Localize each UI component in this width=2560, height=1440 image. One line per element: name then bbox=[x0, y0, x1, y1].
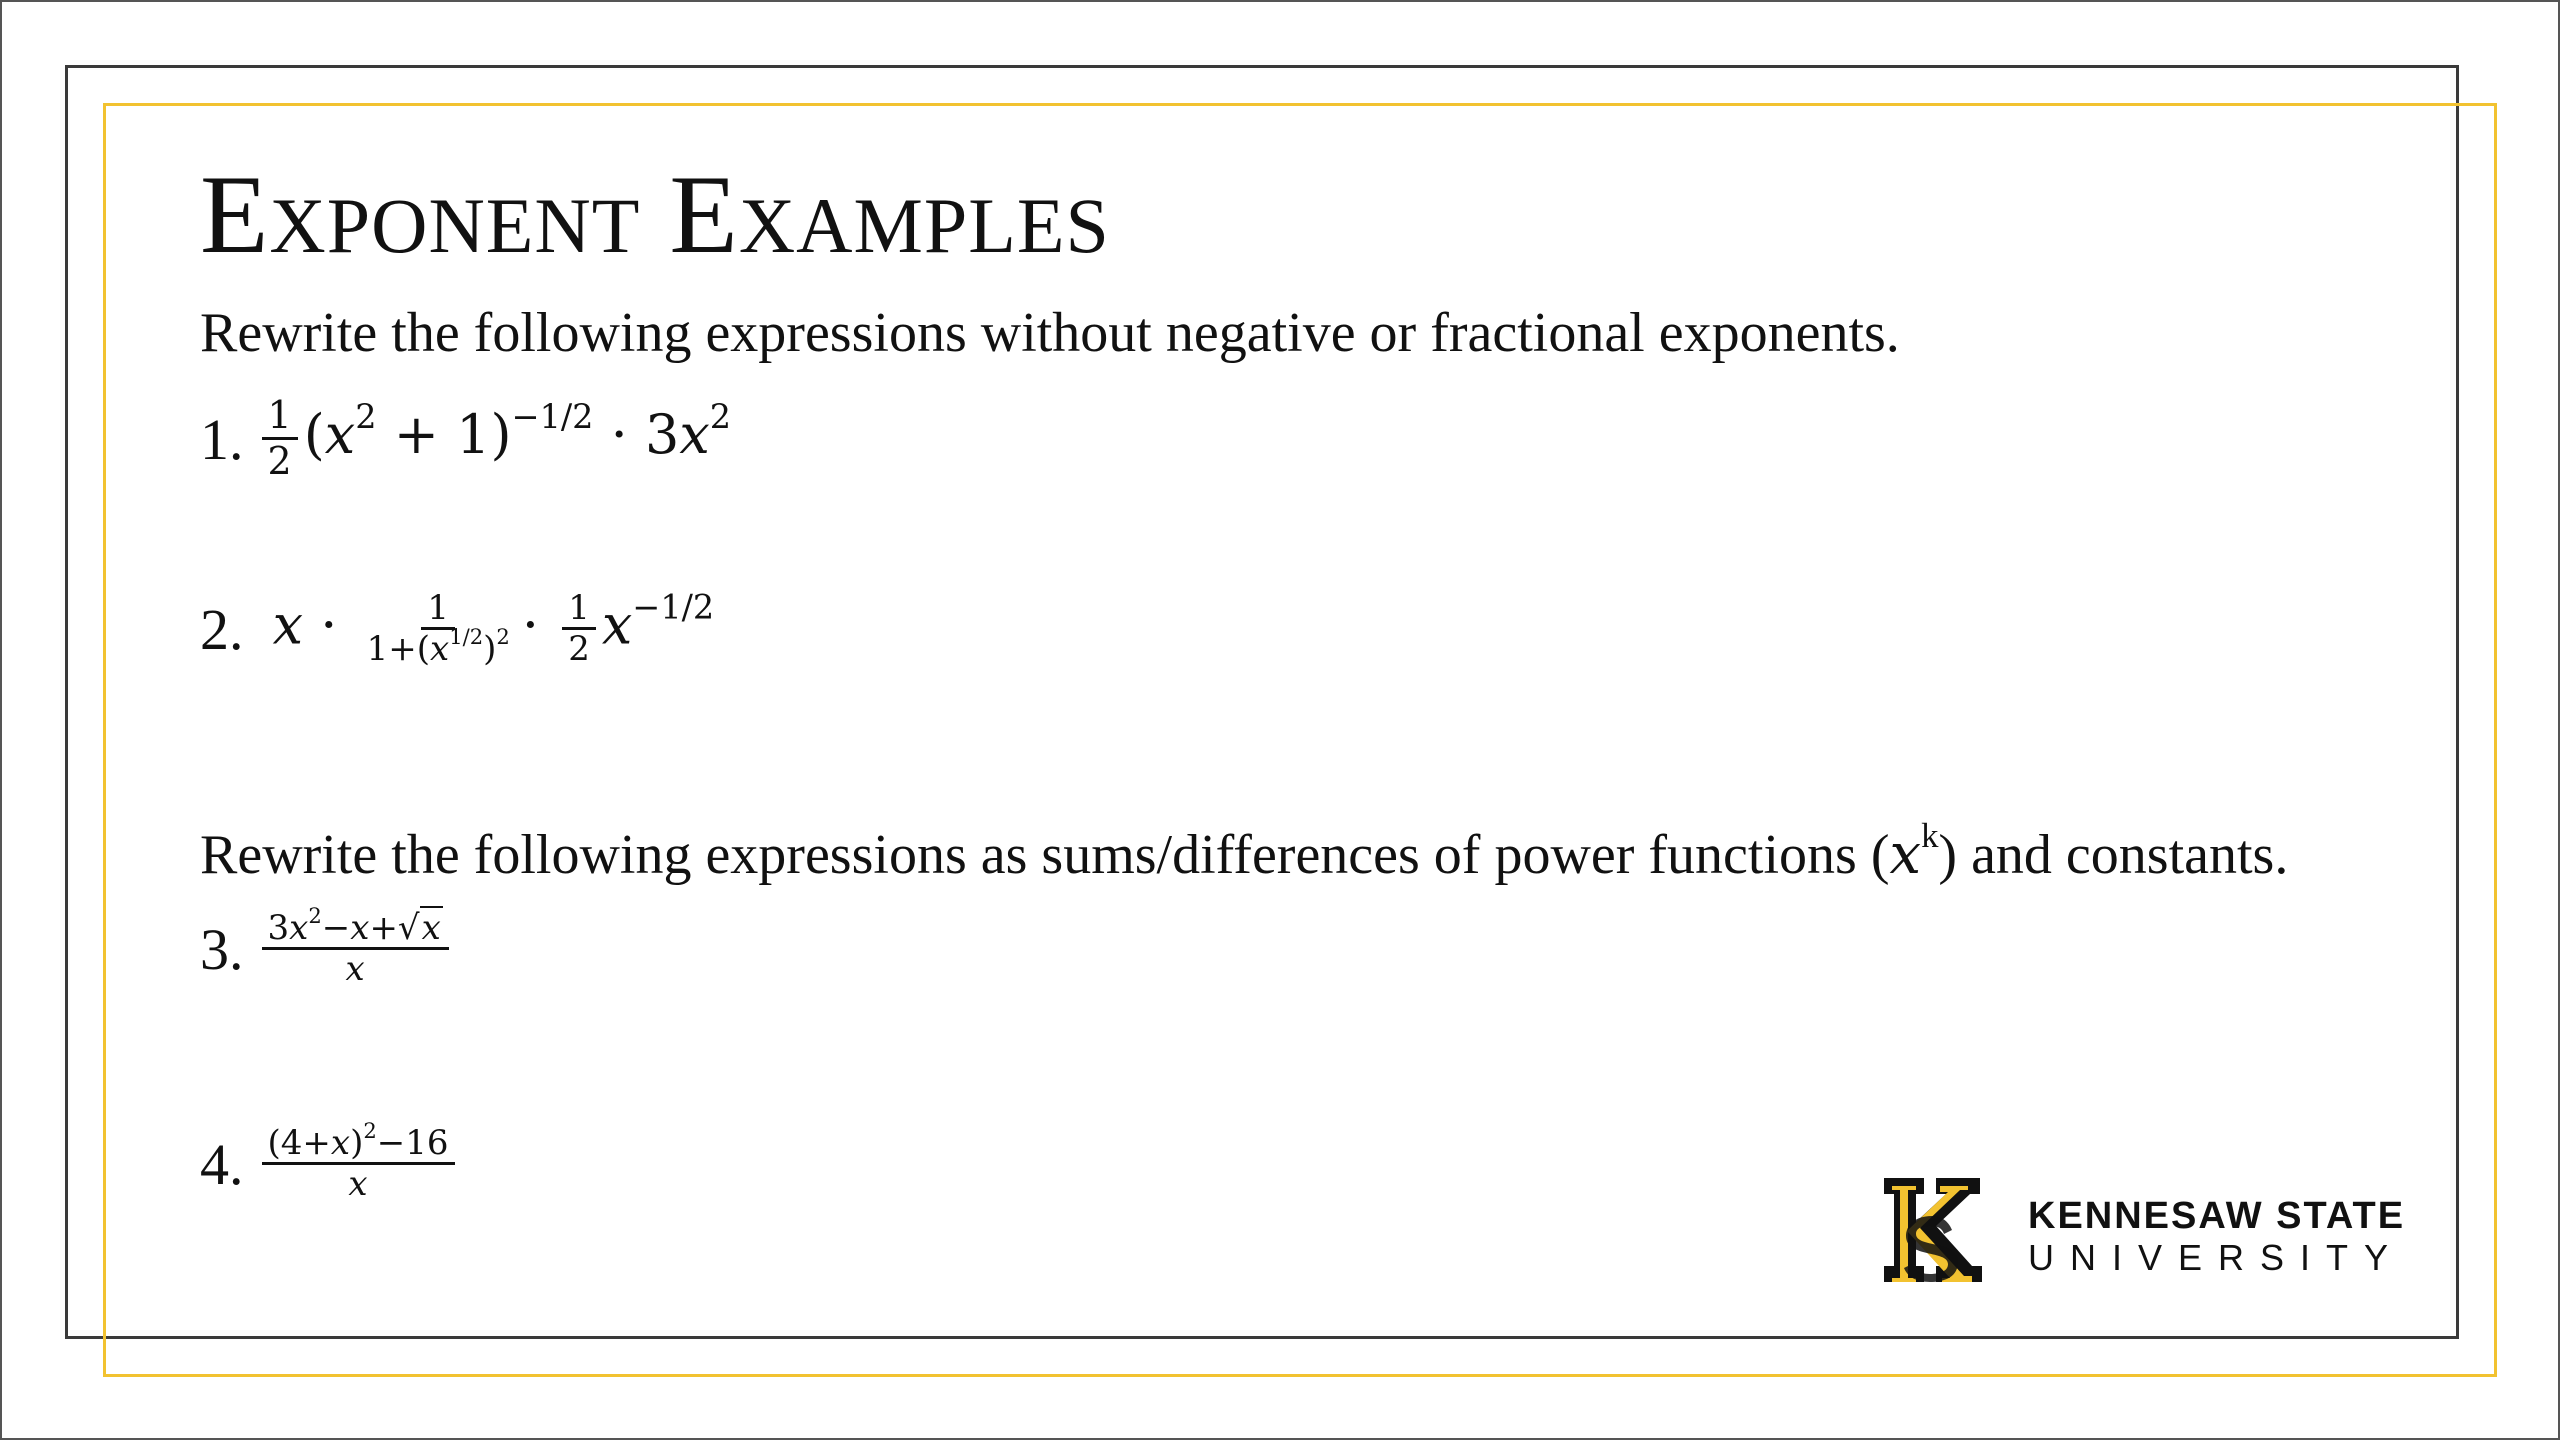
slide-title: Exponent Examples bbox=[200, 153, 1110, 277]
problem-2 bbox=[200, 587, 715, 670]
problem-2-expression: x · $\frac{1}{1+(x^{1/2})^2}$ · $\frac{1}{2}$ $x^{-1/2}$ bbox=[272, 587, 715, 670]
problem-4-number: 4. bbox=[200, 1132, 244, 1198]
problem-1-number: 1. bbox=[200, 406, 244, 472]
ksu-logo bbox=[1862, 1168, 2405, 1304]
instruction-2: Rewrite the following expressions as sums/differences of power functions $(x^k)$ and constants. bbox=[200, 815, 2289, 887]
problem-1 bbox=[200, 395, 731, 483]
ksu-monogram-icon bbox=[1862, 1168, 2006, 1304]
ksu-wordmark bbox=[2028, 1194, 2405, 1278]
problem-3-expression: $\frac{3x^2-x+√x}{x}$ bbox=[256, 910, 455, 989]
logo-line-1: KENNESAW STATE bbox=[2028, 1195, 2406, 1237]
problem-1-expression: $\frac{1}{2}$ $(x^2 + 1)^{-1/2} \cdot 3x^2$ bbox=[256, 395, 732, 483]
problem-4-expression: $\frac{(4+x)^2-16}{x}$ bbox=[256, 1125, 461, 1204]
problem-2-number: 2. bbox=[200, 597, 244, 663]
problem-3-number: 3. bbox=[200, 917, 244, 983]
slide-content bbox=[200, 150, 2400, 1205]
logo-line-2: UNIVERSITY bbox=[2028, 1237, 2405, 1278]
instruction-1: Rewrite the following expressions without negative or fractional exponents. bbox=[200, 302, 1900, 364]
problem-3 bbox=[200, 903, 455, 990]
problem-4 bbox=[200, 1118, 461, 1205]
